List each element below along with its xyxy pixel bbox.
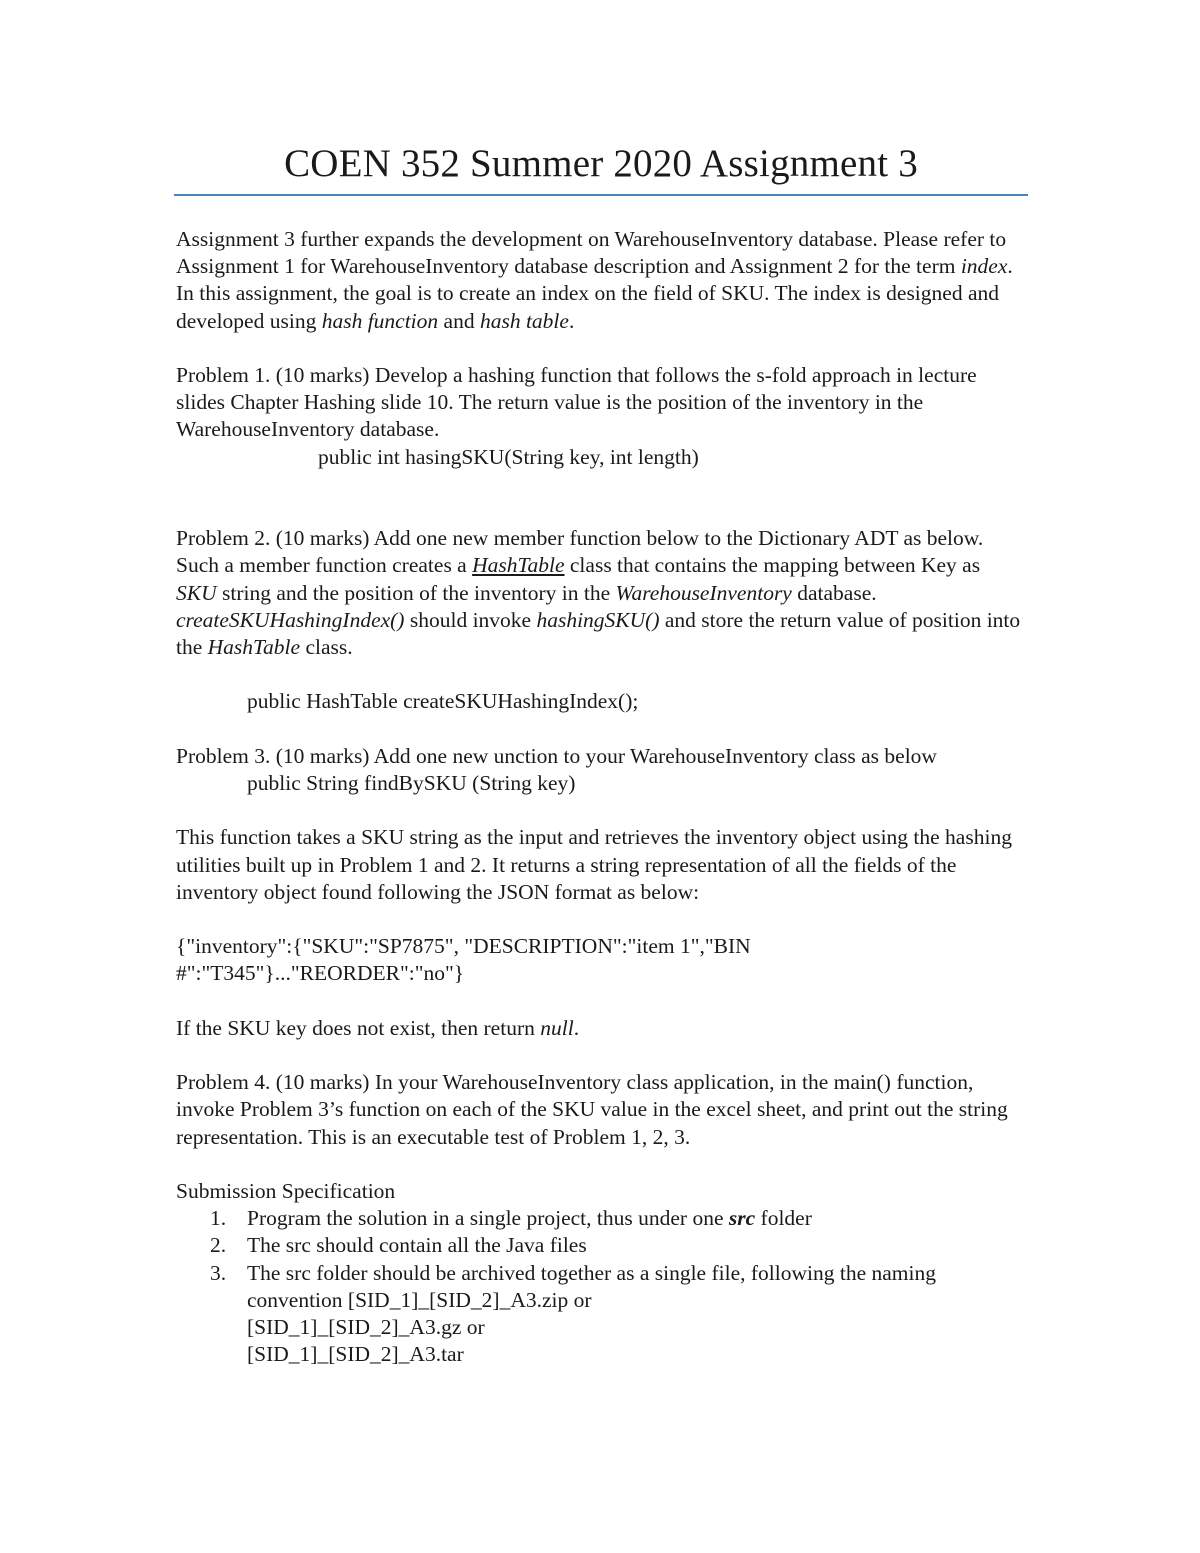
list-number: 1. <box>210 1206 227 1231</box>
json-example <box>176 933 1026 987</box>
problem-1-paragraph: Problem 1. (10 marks) Develop a hashing function that follows the s-fold approach in lecture slides Chapter Hashing slide 10. The return value is the position of the inventory in the WarehouseInventory database. <box>176 363 977 442</box>
page-title: COEN 352 Summer 2020 Assignment 3 <box>284 142 918 185</box>
term-hash-function: hash function <box>321 308 439 333</box>
list-item: 2. The src should contain all the Java files <box>176 1232 1026 1259</box>
list-number: 3. <box>210 1260 227 1285</box>
problem-1-signature: public int hasingSKU(String key, int length) <box>318 444 699 469</box>
list-item: 3. The src folder should be archived together as a single file, following the naming convention [SID_1]_[SID_2]_A3.zip or [SID_1]_[SID_2]_A3.gz or [SID_1]_[SID_2]_A3.tar <box>176 1260 1026 1369</box>
term-hashtable: HashTable <box>207 635 301 660</box>
intro-paragraph: Assignment 3 further expands the development on WarehouseInventory database. Please refer to Assignment 1 for WarehouseInventory database description and Assignment 2 for the term index. In this assignment, the goal is to create an index on the field of SKU. The index is designed and developed using hash function and hash table. <box>176 227 1013 333</box>
term-hash-table: hash table <box>479 308 569 333</box>
term-src: src <box>728 1206 756 1231</box>
term-index: index <box>960 254 1008 279</box>
problem-2-paragraph: Problem 2. (10 marks) Add one new member function below to the Dictionary ADT as below. Such a member function creates a HashTable class that contains the mapping between Key as SKU string and the position of the inventory in the WarehouseInventory database. createSKUHashingIndex() should invoke hashingSKU() and store the return value of position into the HashTable class. <box>176 526 1021 660</box>
term-null: null <box>540 1015 574 1040</box>
filename-gz: [SID_1]_[SID_2]_A3.gz or <box>247 1314 485 1339</box>
term-warehouse-inventory: WarehouseInventory <box>615 580 792 605</box>
problem-3-paragraph: Problem 3. (10 marks) Add one new unction to your WarehouseInventory class as below <box>176 743 937 768</box>
json-example-line-1: {"inventory":{"SKU":"SP7875", "DESCRIPTION":"item 1","BIN <box>176 934 751 959</box>
hashtable-underlined: HashTable <box>472 553 565 578</box>
problem-3-description: This function takes a SKU string as the input and retrieves the inventory object using the hashing utilities built up in Problem 1 and 2. It returns a string representation of all the fields of the inventory object found following the JSON format as below: <box>176 825 1012 904</box>
submission-list <box>176 1205 1026 1368</box>
title-underline-rule <box>174 194 1028 196</box>
null-return-note: If the SKU key does not exist, then return null. <box>176 1015 580 1040</box>
json-example-line-2: #":"T345"}..."REORDER":"no"} <box>176 961 465 986</box>
list-number: 2. <box>210 1233 227 1258</box>
problem-3-signature: public String findBySKU (String key) <box>247 771 576 795</box>
list-item: 1. Program the solution in a single project, thus under one src folder <box>176 1205 1026 1232</box>
submission-heading: Submission Specification <box>176 1178 396 1203</box>
problem-4-paragraph: Problem 4. (10 marks) In your WarehouseInventory class application, in the main() function, invoke Problem 3’s function on each of the SKU value in the excel sheet, and print out the string representation. This is an executable test of Problem 1, 2, 3. <box>176 1070 1008 1149</box>
filename-tar: [SID_1]_[SID_2]_A3.tar <box>247 1342 464 1367</box>
term-hashing-fn: hashingSKU() <box>536 607 660 632</box>
problem-2-signature: public HashTable createSKUHashingIndex(); <box>247 689 639 714</box>
term-create-fn: createSKUHashingIndex() <box>176 607 405 632</box>
term-sku: SKU <box>176 580 217 605</box>
document-body <box>176 226 1026 1368</box>
